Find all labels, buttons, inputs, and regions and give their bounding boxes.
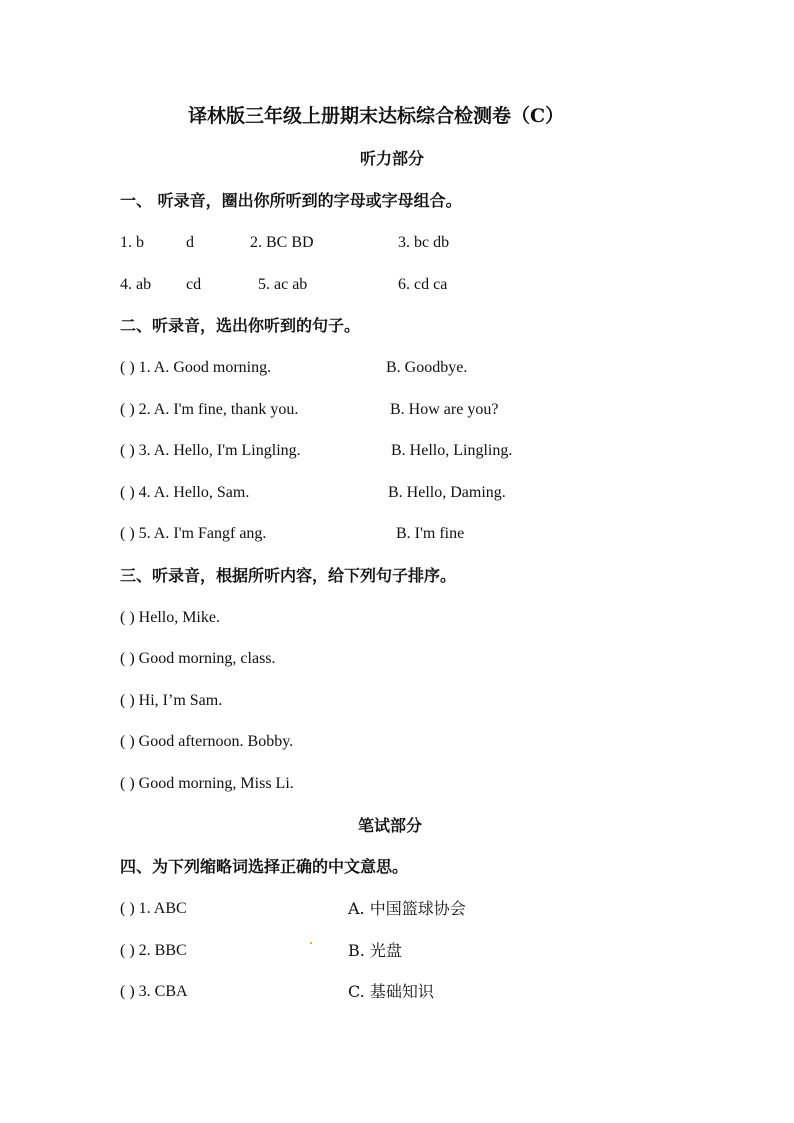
option: 1. b: [120, 234, 144, 251]
ordering-item: ( ) Good morning, class.: [120, 650, 276, 667]
question-option-b: B. Hello, Daming.: [388, 484, 506, 501]
abbreviation: ( ) 2. BBC: [120, 942, 187, 959]
question-option-a: ( ) 2. A. I'm fine, thank you.: [120, 401, 299, 418]
section2-heading: 二、听录音，选出你听到的句子。: [120, 316, 361, 335]
question-option-a: ( ) 5. A. I'm Fangf ang.: [120, 525, 267, 542]
meaning-option: C. 基础知识: [348, 982, 434, 1001]
meaning-option: A. 中国篮球协会: [348, 899, 466, 918]
question-option-b: B. I'm fine: [396, 525, 465, 542]
stray-dot: [310, 942, 312, 944]
question-option-a: ( ) 4. A. Hello, Sam.: [120, 484, 250, 501]
meaning-option: B. 光盘: [348, 941, 402, 960]
ordering-item: ( ) Good morning, Miss Li.: [120, 775, 294, 792]
page-title: 译林版三年级上册期末达标综合检测卷（C）: [188, 105, 565, 127]
option: 3. bc db: [398, 234, 450, 251]
abbreviation: ( ) 1. ABC: [120, 900, 187, 917]
section3-heading: 三、听录音，根据所听内容，给下列句子排序。: [120, 566, 457, 585]
listening-header: 听力部分: [360, 149, 425, 168]
ordering-item: ( ) Hello, Mike.: [120, 609, 220, 626]
question-option-a: ( ) 1. A. Good morning.: [120, 359, 272, 376]
written-header: 笔试部分: [358, 816, 423, 835]
option: d: [186, 234, 194, 251]
abbreviation: ( ) 3. CBA: [120, 983, 188, 1000]
question-option-b: B. How are you?: [390, 401, 499, 418]
ordering-item: ( ) Good afternoon. Bobby.: [120, 733, 294, 750]
option: 4. ab: [120, 276, 152, 293]
question-option-a: ( ) 3. A. Hello, I'm Lingling.: [120, 442, 301, 459]
question-option-b: B. Goodbye.: [386, 359, 468, 376]
ordering-item: ( ) Hi, I’m Sam.: [120, 692, 223, 709]
option: 5. ac ab: [258, 276, 308, 293]
option: 2. BC BD: [250, 234, 314, 251]
option: cd: [186, 276, 202, 293]
section4-heading: 四、为下列缩略词选择正确的中文意思。: [120, 857, 409, 876]
question-option-b: B. Hello, Lingling.: [391, 442, 513, 459]
section1-heading: 一、 听录音，圈出你所听到的字母或字母组合。: [120, 191, 462, 210]
option: 6. cd ca: [398, 276, 448, 293]
